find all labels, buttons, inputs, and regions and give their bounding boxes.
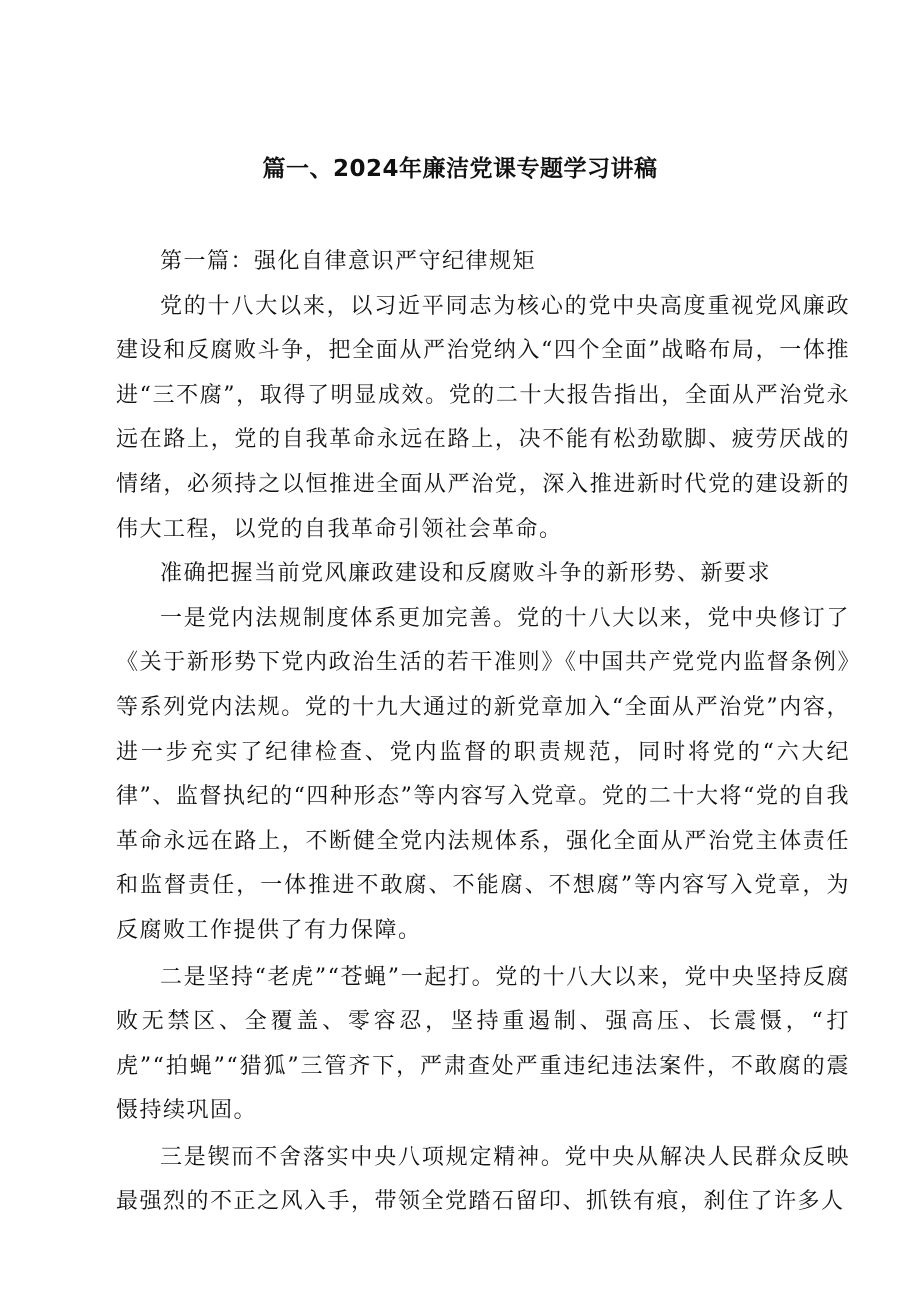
section-heading: 第一篇：强化自律意识严守纪律规矩: [160, 249, 537, 274]
body-paragraph: 三是锲而不舍落实中央八项规定精神。党中央从解决人民群众反映最强烈的不正之风入手，带领全党踏石留印、抓铁有痕，刹住了许多人: [116, 1144, 850, 1215]
body-paragraph: 一是党内法规制度体系更加完善。党的十八大以来，党中央修订了《关于新形势下党内政治生活的若干准则》《中国共产党党内监督条例》等系列党内法规。党的十九大通过的新党章加入“全面从严治党”内容，进一步充实了纪律检查、党内监督的职责规范，同时将党的“六大纪律”、监督执纪的“四种形态”等内容写入党章。党的二十大将“党的自我革命永远在路上，不断健全党内法规体系，强化全面从严治党主体责任和监督责任，一体推进不敢腐、不能腐、不想腐”等内容写入党章，为反腐败工作提供了有力保障。: [116, 605, 850, 943]
body-paragraph: 二是坚持“老虎”“苍蝇”一起打。党的十八大以来，党中央坚持反腐败无禁区、全覆盖、零容忍，坚持重遏制、强高压、长震慑，“打虎”“拍蝇”“猎狐”三管齐下，严肃查处严重违纪违法案件，不敢腐的震慑持续巩固。: [116, 964, 850, 1124]
body-paragraph: 党的十八大以来，以习近平同志为核心的党中央高度重视党风廉政建设和反腐败斗争，把全面从严治党纳入“四个全面”战略布局，一体推进“三不腐”，取得了明显成效。党的二十大报告指出，全面从严治党永远在路上，党的自我革命永远在路上，决不能有松劲歇脚、疲劳厌战的情绪，必须持之以恒推进全面从严治党，深入推进新时代党的建设新的伟大工程，以党的自我革命引领社会革命。: [116, 293, 850, 542]
document-title: 篇一、2024年廉洁党课专题学习讲稿: [262, 156, 658, 182]
subsection-heading: 准确把握当前党风廉政建设和反腐败斗争的新形势、新要求: [160, 561, 772, 587]
document-body: [116, 240, 850, 1225]
